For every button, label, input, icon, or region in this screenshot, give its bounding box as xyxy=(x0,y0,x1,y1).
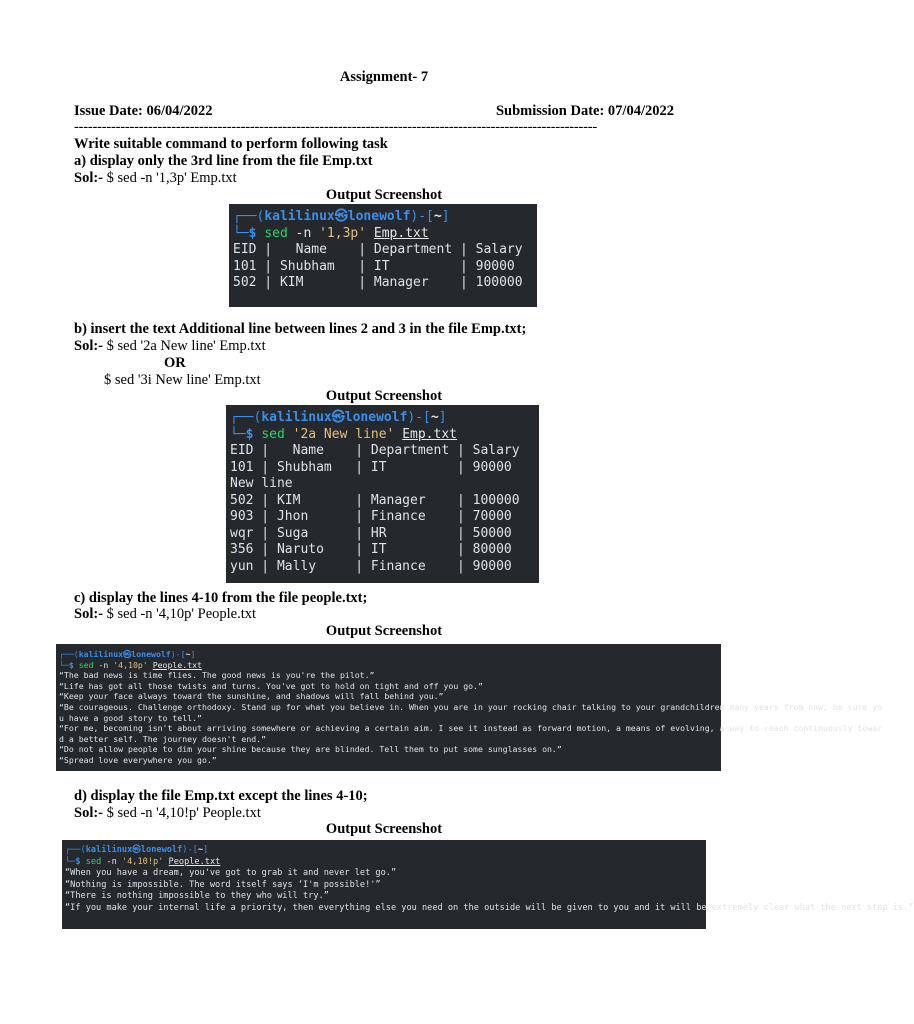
sol-command: $ sed -n '1,3p' Emp.txt xyxy=(103,170,237,186)
terminal-output-line: 903 | Jhon | Finance | 70000 xyxy=(230,509,512,524)
terminal-prompt: ┌──(kalilinux㉿lonewolf)-[~] xyxy=(59,649,196,659)
solution-a xyxy=(74,170,237,187)
question-b: b) insert the text Additional line between lines 2 and 3 in the file Emp.txt; xyxy=(74,321,527,337)
terminal-a xyxy=(229,204,537,307)
submission-date: Submission Date: 07/04/2022 xyxy=(495,103,674,119)
terminal-output-line: 101 | Shubham | IT | 90000 xyxy=(230,459,512,475)
issue-date: Issue Date: 06/04/2022 xyxy=(74,103,213,119)
terminal-prompt: ┌──(kalilinux㉿lonewolf)-[~] xyxy=(233,209,450,224)
sol-command: $ sed -n '4,10p' People.txt xyxy=(103,606,257,622)
sol-command: $ sed '2a New line' Emp.txt xyxy=(103,338,266,354)
terminal-output-line: “When you have a dream, you've got to grab it and never let go.” xyxy=(65,868,397,879)
solution-b-alt: $ sed '3i New line' Emp.txt xyxy=(104,372,261,388)
sol-label: Sol:- xyxy=(74,170,103,186)
sol-label: Sol:- xyxy=(74,606,103,622)
terminal-output-line: u have a good story to tell.” xyxy=(59,712,202,723)
terminal-output-line: yun | Mally | Finance | 90000 xyxy=(230,558,512,574)
terminal-d xyxy=(62,840,914,929)
terminal-b xyxy=(226,405,539,583)
terminal-output-line: “The bad news is time flies. The good news is you're the pilot.” xyxy=(59,670,375,681)
terminal-output-line: “Life has got all those twists and turns. You've got to hold on tight and off you go.” xyxy=(59,680,483,691)
sol-label: Sol:- xyxy=(74,805,103,821)
terminal-output-line: “There is nothing impossible to they who will try.” xyxy=(65,891,329,902)
terminal-output-line: “Keep your face always toward the sunshine, and shadows will fall behind you.” xyxy=(59,691,444,702)
or-label: OR xyxy=(164,355,186,371)
terminal-output-line: “For me, becoming isn't about arriving somewhere or achieving a certain aim. I see it instead as forward motion, a means of evolving, a way to reach continuously towar xyxy=(59,723,883,734)
terminal-prompt: ┌──(kalilinux㉿lonewolf)-[~] xyxy=(65,845,209,855)
terminal-output-line: “Spread love everywhere you go.” xyxy=(59,754,217,765)
terminal-output-line: 101 | Shubham | IT | 90000 xyxy=(233,258,515,274)
terminal-output-line: 502 | KIM | Manager | 100000 xyxy=(230,492,520,508)
divider: ----------------------------------------------------------------------------------------------------------------- xyxy=(74,119,598,135)
question-d: d) display the file Emp.txt except the lines 4-10; xyxy=(74,788,368,804)
terminal-output-line: 356 | Naruto | IT | 80000 xyxy=(230,542,512,557)
terminal-output-line: d a better self. The journey doesn't end.” xyxy=(59,733,267,744)
terminal-output-line: EID | Name | Department | Salary xyxy=(233,242,523,257)
terminal-output-line: “Do not allow people to dim your shine because they are blinded. Tell them to put some sunglasses on.” xyxy=(59,744,562,755)
question-a: a) display only the 3rd line from the file Emp.txt xyxy=(74,153,373,169)
sol-label: Sol:- xyxy=(74,338,103,354)
terminal-command: └─$ sed -n '4,10!p' People.txt xyxy=(65,856,221,867)
output-label-c: Output Screenshot xyxy=(325,623,443,639)
terminal-c xyxy=(56,644,883,771)
terminal-output-line: “Nothing is impossible. The word itself says ‘I'm possible!'” xyxy=(65,879,381,890)
page-title: Assignment- 7 xyxy=(339,69,429,85)
output-label-a: Output Screenshot xyxy=(325,187,443,203)
terminal-output-line: New line xyxy=(230,476,293,491)
terminal-output-line: “Be courageous. Challenge orthodoxy. Stand up for what you believe in. When you are in your rocking chair talking to your grandchildren many years from now, be sure yo xyxy=(59,701,883,712)
solution-d xyxy=(74,805,261,822)
terminal-command: └─$ sed -n '1,3p' Emp.txt xyxy=(233,225,429,241)
terminal-output-line: “If you make your internal life a priority, then everything else you need on the outside will be given to you and it will be extremely clear what the next step is.” xyxy=(65,902,914,913)
sol-command: $ sed -n '4,10!p' People.txt xyxy=(103,805,261,821)
output-label-d: Output Screenshot xyxy=(325,821,443,837)
intro-text: Write suitable command to perform following task xyxy=(74,136,388,152)
question-c: c) display the lines 4-10 from the file people.txt; xyxy=(74,590,368,606)
solution-b xyxy=(74,338,266,355)
terminal-command: └─$ sed '2a New line' Emp.txt xyxy=(230,426,457,442)
terminal-output-line: EID | Name | Department | Salary xyxy=(230,443,520,458)
terminal-prompt: ┌──(kalilinux㉿lonewolf)-[~] xyxy=(230,410,447,425)
output-label-b: Output Screenshot xyxy=(325,388,443,404)
terminal-command: └─$ sed -n '4,10p' People.txt xyxy=(59,659,202,670)
terminal-output-line: wqr | Suga | HR | 50000 xyxy=(230,525,512,541)
terminal-output-line: 502 | KIM | Manager | 100000 xyxy=(233,275,523,290)
solution-c xyxy=(74,606,256,623)
